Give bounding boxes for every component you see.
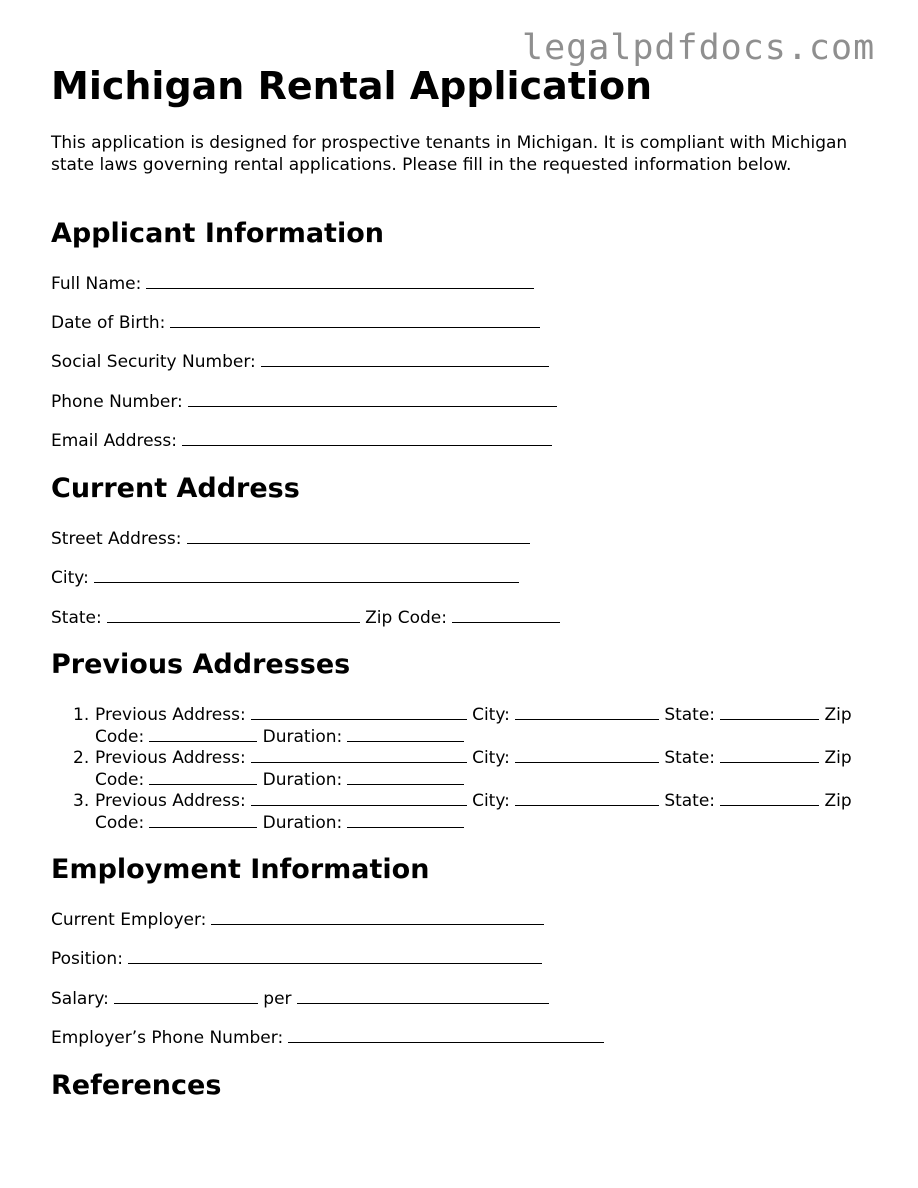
prev-city-line[interactable] (515, 791, 659, 806)
ssn-field[interactable] (51, 351, 549, 373)
dob-line[interactable] (170, 313, 540, 328)
prev-duration-label: Duration: (262, 726, 343, 747)
street-label: Street Address: (51, 529, 182, 549)
full-name-line[interactable] (146, 274, 534, 289)
list-number: 1. (73, 705, 90, 725)
full-name-field[interactable] (51, 273, 534, 295)
prev-city-label: City: (472, 748, 510, 768)
prev-duration-line[interactable] (347, 727, 464, 742)
phone-label: Phone Number: (51, 392, 183, 412)
prev-state-label: State: (664, 791, 716, 811)
prev-zip-line[interactable] (149, 770, 257, 785)
ssn-label: Social Security Number: (51, 352, 256, 372)
prev-duration-label: Duration: (262, 812, 343, 833)
city-line[interactable] (94, 568, 519, 583)
ssn-line[interactable] (261, 352, 549, 367)
watermark: legalpdfdocs.com (522, 28, 876, 68)
employer-label: Current Employer: (51, 910, 207, 930)
prev-duration-line[interactable] (347, 813, 464, 828)
previous-addresses-list (51, 705, 871, 834)
section-heading-applicant: Applicant Information (51, 218, 384, 249)
state-label: State: (51, 608, 102, 628)
dob-label: Date of Birth: (51, 313, 166, 333)
street-line[interactable] (187, 529, 530, 544)
zip-label: Zip Code: (365, 608, 447, 628)
prev-address-line[interactable] (251, 705, 467, 720)
employer-phone-label: Employer’s Phone Number: (51, 1028, 284, 1048)
prev-state-label: State: (664, 705, 716, 725)
prev-city-line[interactable] (515, 748, 659, 763)
prev-address-line[interactable] (251, 791, 467, 806)
prev-duration-line[interactable] (347, 770, 464, 785)
employer-phone-line[interactable] (288, 1028, 604, 1043)
per-line[interactable] (297, 989, 549, 1004)
prev-zip-label: Zip Code: (95, 705, 852, 747)
prev-address-label: Previous Address: (95, 791, 246, 811)
city-label: City: (51, 568, 89, 588)
employer-line[interactable] (211, 910, 544, 925)
list-number: 3. (73, 791, 90, 811)
salary-field[interactable] (51, 988, 549, 1010)
per-label: per (263, 989, 292, 1009)
prev-zip-line[interactable] (149, 813, 257, 828)
prev-zip-label: Zip Code: (95, 791, 852, 833)
prev-zip-line[interactable] (149, 727, 257, 742)
prev-city-line[interactable] (515, 705, 659, 720)
prev-state-label: State: (664, 748, 716, 768)
prev-address-label: Previous Address: (95, 705, 246, 725)
salary-label: Salary: (51, 989, 109, 1009)
phone-line[interactable] (188, 392, 557, 407)
prev-address-line[interactable] (251, 748, 467, 763)
list-item (51, 705, 871, 748)
zip-line[interactable] (452, 608, 560, 623)
prev-state-line[interactable] (720, 705, 819, 720)
section-heading-references: References (51, 1070, 222, 1101)
state-line[interactable] (107, 608, 360, 623)
city-field[interactable] (51, 567, 519, 589)
position-line[interactable] (128, 949, 542, 964)
position-field[interactable] (51, 948, 542, 970)
employer-field[interactable] (51, 909, 544, 931)
list-item (51, 748, 871, 791)
page-title: Michigan Rental Application (51, 64, 653, 108)
full-name-label: Full Name: (51, 274, 142, 294)
prev-state-line[interactable] (720, 748, 819, 763)
phone-field[interactable] (51, 391, 557, 413)
prev-city-label: City: (472, 791, 510, 811)
intro-paragraph: This application is designed for prospective tenants in Michigan. It is compliant with Michigan state laws governing rental applications. Please fill in the requested information below. (51, 133, 848, 175)
salary-line[interactable] (114, 989, 258, 1004)
section-heading-current-address: Current Address (51, 473, 300, 504)
email-label: Email Address: (51, 431, 177, 451)
email-field[interactable] (51, 430, 552, 452)
prev-duration-label: Duration: (262, 769, 343, 790)
email-line[interactable] (182, 431, 552, 446)
section-heading-previous-addresses: Previous Addresses (51, 649, 351, 680)
street-field[interactable] (51, 528, 530, 550)
position-label: Position: (51, 949, 123, 969)
prev-state-line[interactable] (720, 791, 819, 806)
state-zip-field[interactable] (51, 607, 560, 629)
section-heading-employment: Employment Information (51, 854, 430, 885)
list-number: 2. (73, 748, 90, 768)
prev-zip-label: Zip Code: (95, 748, 852, 790)
prev-address-label: Previous Address: (95, 748, 246, 768)
list-item (51, 791, 871, 834)
employer-phone-field[interactable] (51, 1027, 604, 1049)
dob-field[interactable] (51, 312, 540, 334)
prev-city-label: City: (472, 705, 510, 725)
